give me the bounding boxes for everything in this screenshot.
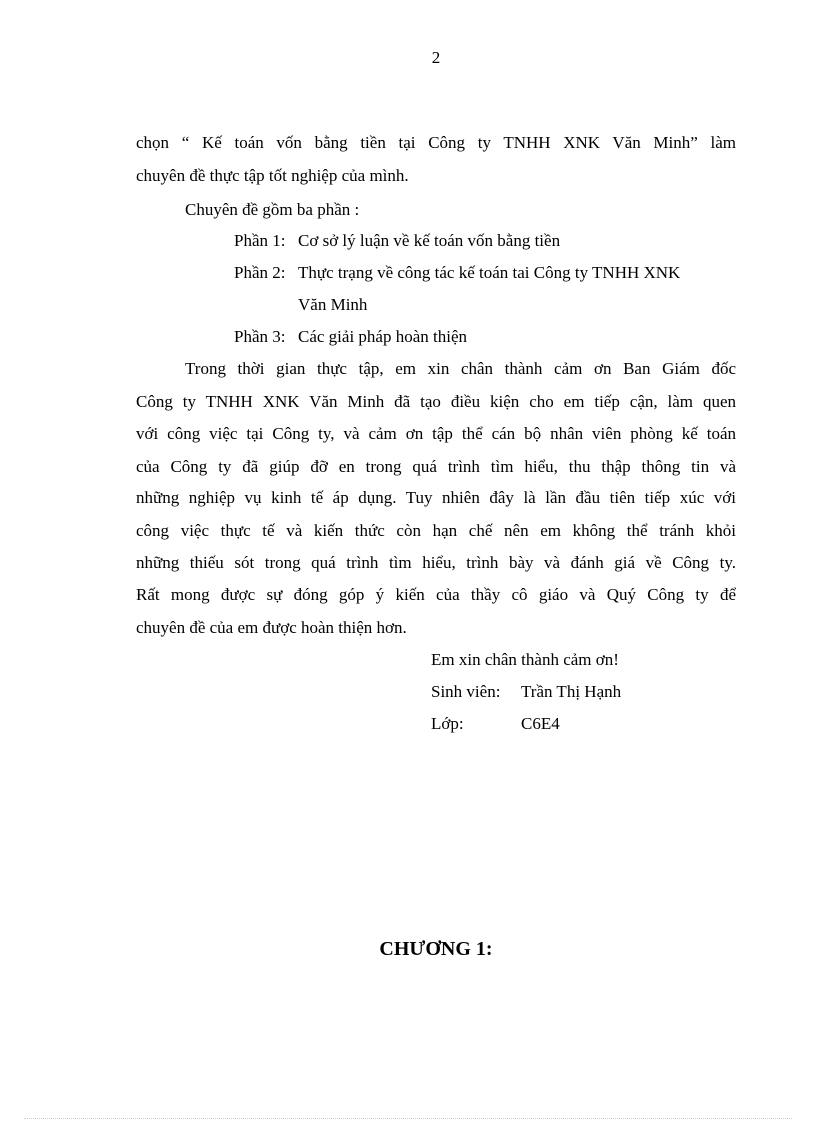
parts-heading: Chuyên đề gồm ba phần : xyxy=(185,200,360,219)
page-number: 2 xyxy=(431,48,441,67)
part-2 xyxy=(234,262,680,284)
student-line xyxy=(431,681,621,703)
student-label: Sinh viên: xyxy=(431,682,501,701)
part-3-text: Các giải pháp hoàn thiện xyxy=(298,327,468,346)
thanks-line-3: với công việc tại Công ty, và cảm ơn tập thể cán bộ nhân viên phòng kế toán xyxy=(136,424,736,443)
thanks-line-8: Rất mong được sự đóng góp ý kiến của thầy cô giáo và Quý Công ty để xyxy=(136,585,736,604)
thanks-line-5: những nghiệp vụ kinh tế áp dụng. Tuy nhiên đây là lần đầu tiên tiếp xúc với xyxy=(136,488,736,507)
thanks-line-4: của Công ty đã giúp đỡ en trong quá trình tìm hiểu, thu thập thông tin và xyxy=(136,457,736,476)
closing-line: Em xin chân thành cảm ơn! xyxy=(431,650,619,669)
thanks-line-9: chuyên đề của em được hoàn thiện hơn. xyxy=(136,618,407,637)
intro-line-2: chuyên đề thực tập tốt nghiệp của mình. xyxy=(136,166,409,185)
class-line xyxy=(431,713,560,735)
thanks-line-7: những thiếu sót trong quá trình tìm hiểu, trình bày và đánh giá về Công ty. xyxy=(136,553,736,572)
intro-line-1: chọn “ Kế toán vốn bằng tiền tại Công ty TNHH XNK Văn Minh” làm xyxy=(136,133,736,152)
thanks-line-6: công việc thực tế và kiến thức còn hạn chế nên em không thể tránh khỏi xyxy=(136,521,736,540)
class-label: Lớp: xyxy=(431,714,464,733)
student-name: Trần Thị Hạnh xyxy=(521,682,622,701)
thanks-line-1: Trong thời gian thực tập, em xin chân thành cảm ơn Ban Giám đốc xyxy=(185,359,736,378)
part-2-continuation: Văn Minh xyxy=(298,295,368,314)
part-1-label: Phần 1: xyxy=(234,231,286,250)
part-3-label: Phần 3: xyxy=(234,327,286,346)
part-3 xyxy=(234,326,467,348)
thanks-line-2: Công ty TNHH XNK Văn Minh đã tạo điều kiện cho em tiếp cận, làm quen xyxy=(136,392,736,411)
part-2-text: Thực trạng về công tác kế toán tai Công ty TNHH XNK xyxy=(298,263,681,282)
part-1 xyxy=(234,230,560,252)
class-value: C6E4 xyxy=(521,714,560,733)
page-bottom-divider xyxy=(24,1118,792,1119)
part-2-label: Phần 2: xyxy=(234,263,286,282)
chapter-title: CHƯƠNG 1: xyxy=(379,938,493,960)
part-1-text: Cơ sở lý luận về kế toán vốn bằng tiền xyxy=(298,231,561,250)
